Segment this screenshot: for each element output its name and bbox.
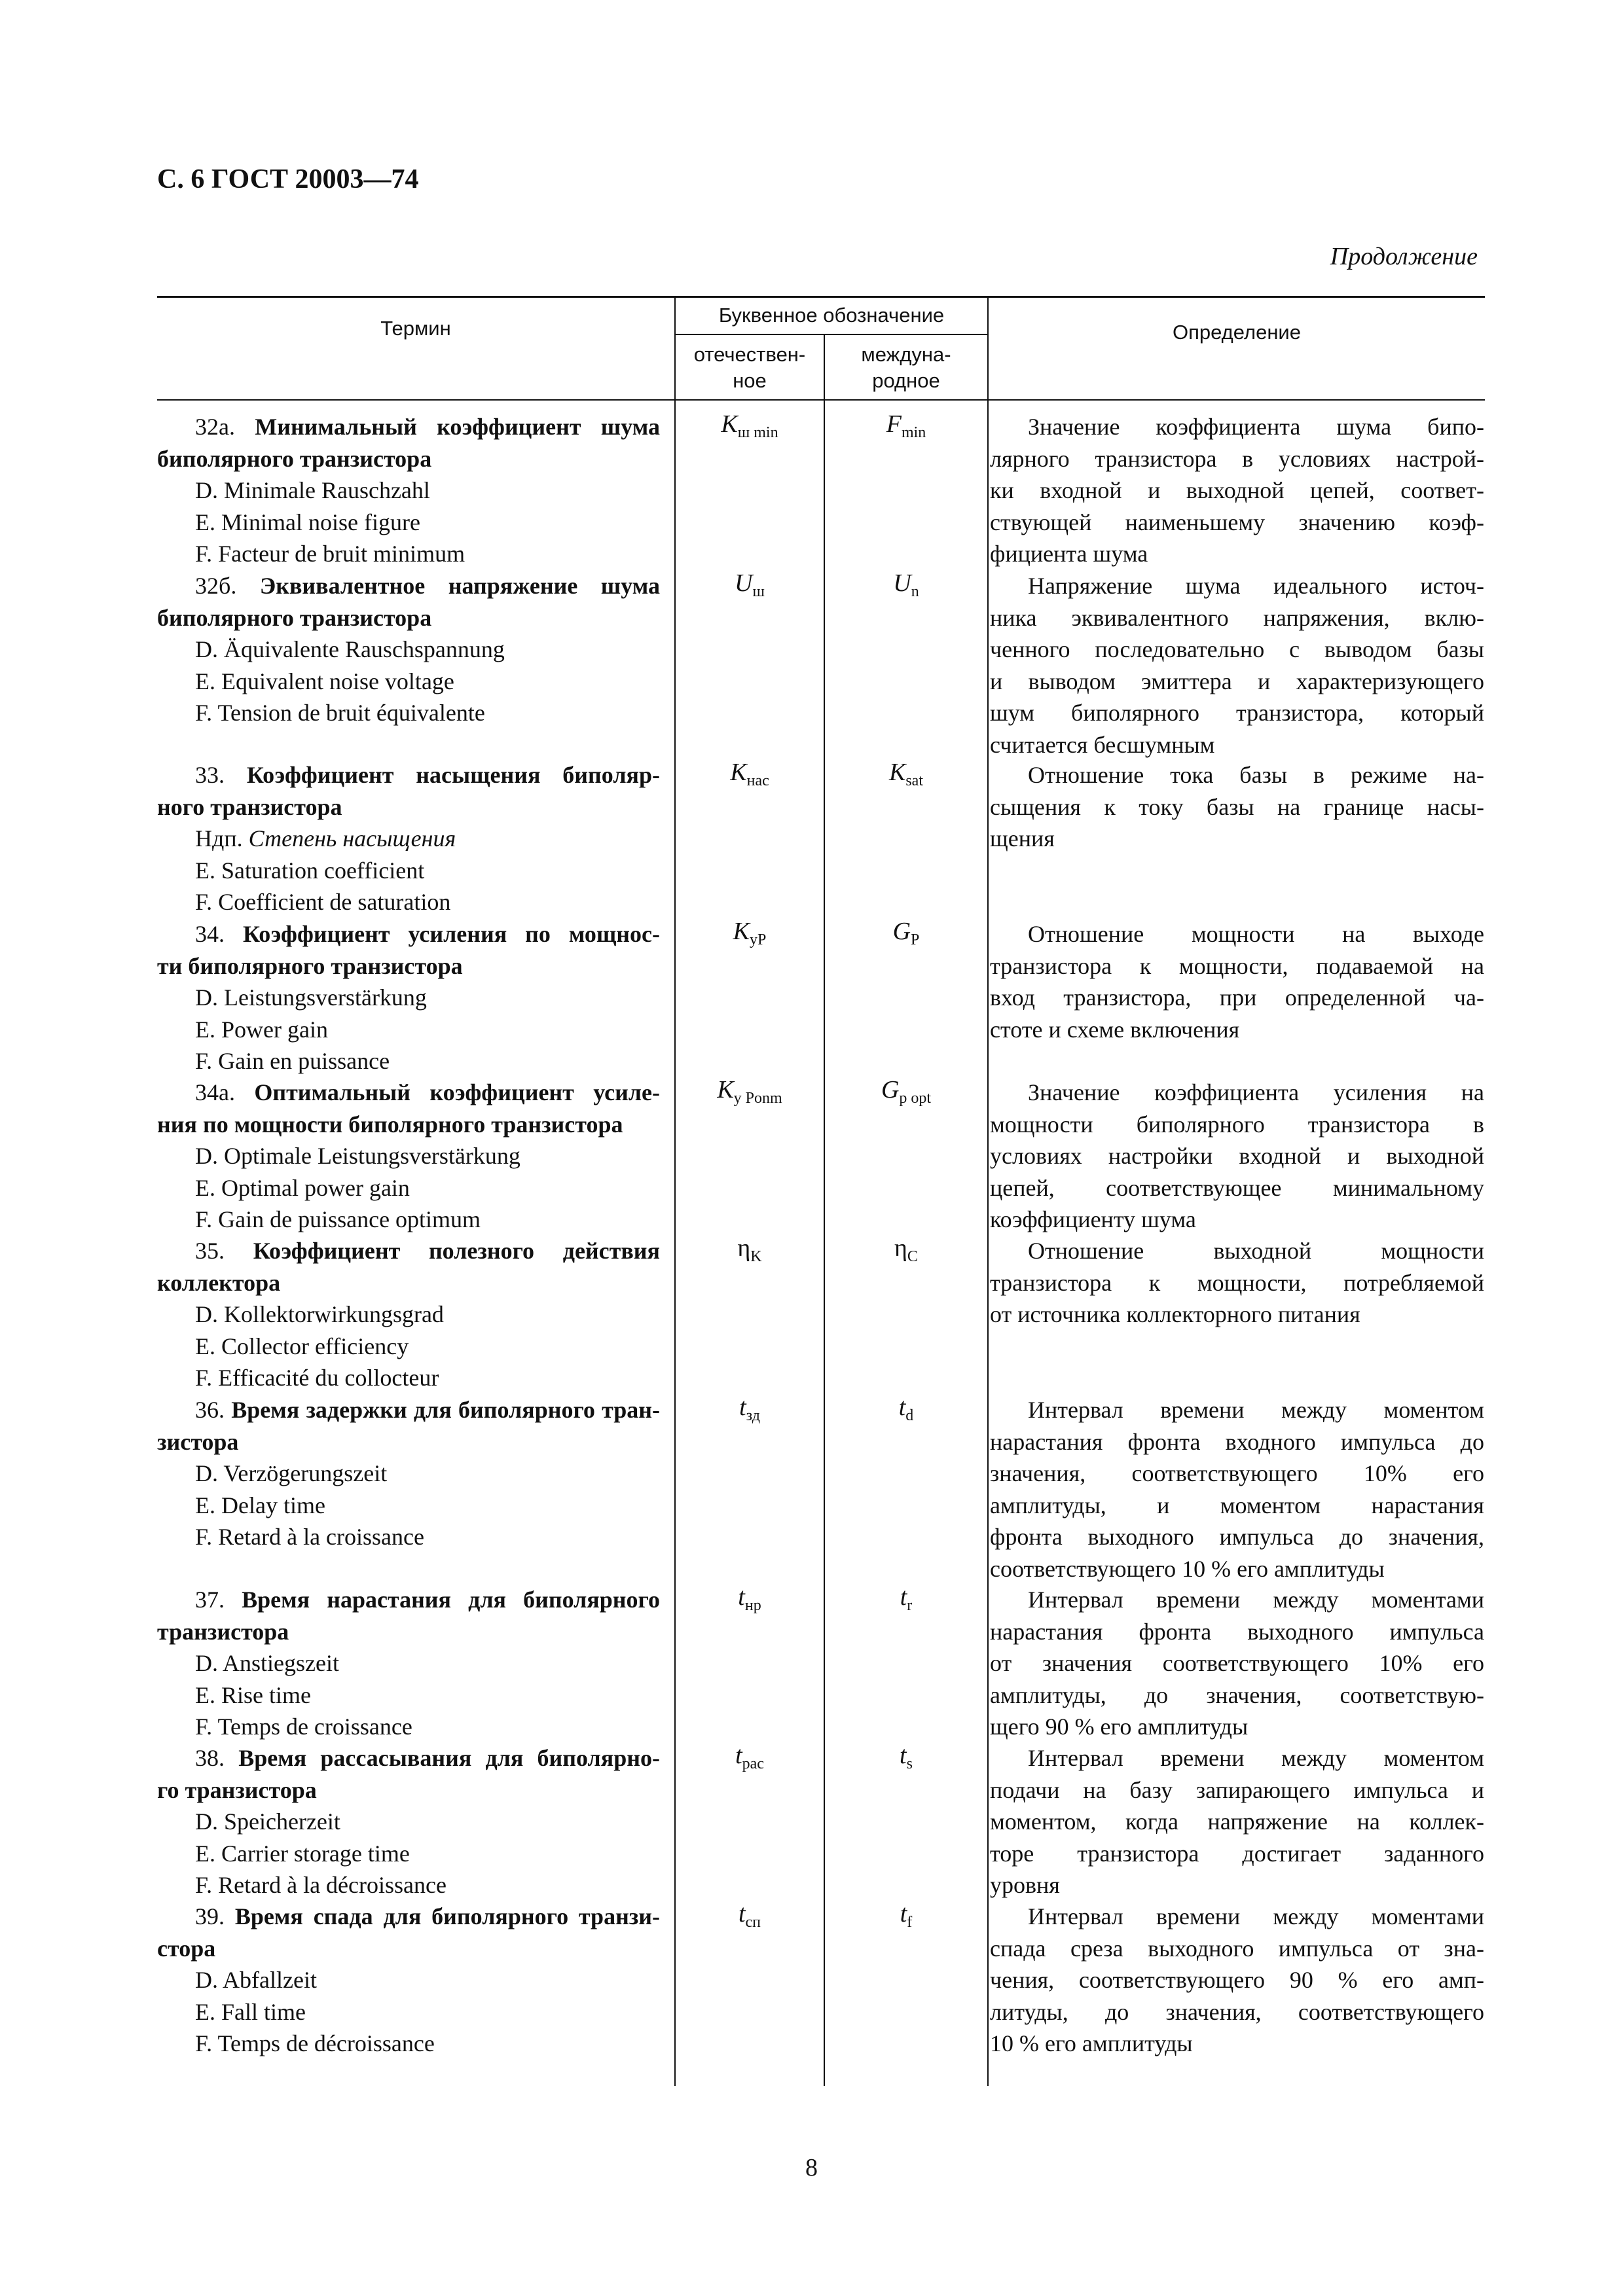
term-name: ного транзистора: [157, 793, 342, 820]
term-name-line: [157, 1267, 660, 1299]
term-translation: F. Tension de bruit équivalente: [195, 700, 485, 726]
definition-cell: [990, 759, 1484, 855]
symbol-base: U: [735, 569, 753, 597]
domestic-symbol: [676, 1741, 824, 1773]
term-translation: D. Äquivalente Rauschspannung: [195, 636, 505, 662]
term-translation: D. Optimale Leistungsverstärkung: [195, 1143, 520, 1169]
symbol-base: K: [730, 759, 747, 786]
term-name: Оптимальный коэффициент усиле-: [254, 1079, 661, 1105]
definition-line: ника эквивалентного напряжения, вклю-: [990, 604, 1484, 631]
term-translation: F. Temps de décroissance: [195, 2030, 435, 2056]
definition-line: вход транзистора, при определенной ча-: [990, 984, 1484, 1011]
term-translation: D. Kollektorwirkungsgrad: [195, 1301, 444, 1327]
definition-cell: [990, 570, 1484, 761]
definition-cell: [990, 1742, 1484, 1901]
symbol-subscript: зд: [746, 1407, 760, 1424]
term-translation: D. Leistungsverstärkung: [195, 984, 427, 1011]
term-name: стора: [157, 1935, 216, 1962]
term-name-line: [157, 602, 660, 634]
symbol-base: F: [886, 410, 902, 438]
definition-line: стоте и схеме включения: [990, 1016, 1240, 1043]
international-symbol: [825, 758, 987, 790]
international-symbol: [825, 1393, 987, 1425]
term-number: 34а.: [195, 1079, 235, 1105]
term-cell: [157, 759, 660, 918]
symbol-subscript: ш min: [737, 424, 778, 441]
symbol-base: U: [893, 569, 911, 597]
term-translation: E. Carrier storage time: [195, 1840, 410, 1867]
definition-line: шум биполярного транзистора, который: [990, 700, 1484, 726]
domestic-symbol: [676, 1899, 824, 1931]
term-cell: [157, 1077, 660, 1236]
definition-cell: [990, 1235, 1484, 1331]
international-symbol: [825, 410, 987, 442]
definition-line: Интервал времени между моментами: [1028, 1587, 1484, 1613]
term-translation: D. Minimale Rauschzahl: [195, 477, 430, 503]
definition-line: мощности биполярного транзистора в: [990, 1111, 1484, 1138]
term-translation: F. Coefficient de saturation: [195, 889, 451, 915]
international-symbol: [825, 1075, 987, 1107]
definition-line: 10 % его амплитуды: [990, 2030, 1193, 2056]
table-header-bottom-rule: [157, 399, 1485, 401]
definition-line: амплитуды, и моментом нарастания: [990, 1492, 1484, 1518]
domestic-symbol: [676, 1234, 824, 1266]
term-name-line: [157, 443, 660, 475]
term-translation: D. Abfallzeit: [195, 1967, 317, 1993]
term-translation: E. Power gain: [195, 1016, 328, 1043]
definition-line: Отношение мощности на выходе: [1028, 921, 1484, 947]
definition-line: соответствующего 10 % его амплитуды: [990, 1555, 1385, 1582]
symbol-subscript: s: [906, 1755, 913, 1772]
definition-line: Интервал времени между моментами: [1028, 1903, 1484, 1929]
definition-line: коэффициенту шума: [990, 1206, 1196, 1232]
symbol-subscript: p opt: [899, 1090, 932, 1107]
term-number: 34.: [195, 921, 225, 947]
term-translation: E. Optimal power gain: [195, 1174, 410, 1201]
definition-line: лярного транзистора в условиях настрой-: [990, 445, 1484, 472]
definition-cell: [990, 1394, 1484, 1585]
definition-cell: [990, 918, 1484, 1045]
term-name-line: [157, 411, 660, 443]
term-cell: [157, 1394, 660, 1553]
definition-line: амплитуды, до значения, соответствую-: [990, 1681, 1484, 1708]
term-translation: E. Fall time: [195, 1998, 306, 2025]
domestic-symbol: [676, 917, 824, 949]
definition-line: транзистора к мощности, потребляемой: [990, 1269, 1484, 1296]
term-name: Минимальный коэффициент шума: [255, 414, 660, 440]
symbol-base: K: [733, 918, 750, 945]
term-name-line: [157, 1077, 660, 1109]
definition-line: от значения соответствующего 10% его: [990, 1650, 1484, 1676]
symbol-base: t: [900, 1900, 907, 1928]
symbol-base: t: [900, 1583, 907, 1611]
term-cell: [157, 1584, 660, 1743]
international-symbol: [825, 1899, 987, 1931]
symbol-subscript: sat: [905, 772, 924, 789]
term-translation: F. Facteur de bruit minimum: [195, 541, 465, 567]
international-symbol: [825, 569, 987, 601]
continuation-label: Продолжение: [1330, 243, 1478, 270]
term-number: 33.: [195, 762, 225, 788]
definition-line: чения, соответствующего 90 % его амп-: [990, 1967, 1484, 1993]
symbol-subscript: d: [905, 1407, 914, 1424]
term-name-line: [157, 759, 660, 791]
term-name: биполярного транзистора: [157, 445, 432, 472]
page-number: 8: [805, 2154, 818, 2181]
definition-line: нарастания фронта входного импульса до: [990, 1428, 1484, 1455]
symbol-subscript: min: [901, 424, 926, 441]
symbol-base: t: [898, 1393, 906, 1421]
definition-line: Значение коэффициента шума бипо-: [1028, 414, 1484, 440]
definition-line: Значение коэффициента усиления на: [1028, 1079, 1484, 1105]
term-translation: D. Verzögerungszeit: [195, 1460, 388, 1486]
term-name-line: [157, 1584, 660, 1616]
symbol-base: η: [737, 1234, 751, 1262]
definition-line: уровня: [990, 1872, 1060, 1898]
domestic-symbol: [676, 1075, 824, 1107]
term-name: го транзистора: [157, 1776, 317, 1803]
symbol-subscript: K: [750, 1248, 762, 1265]
symbol-subscript: C: [907, 1248, 918, 1265]
symbol-base: t: [739, 1393, 746, 1421]
term-name-line: [157, 791, 660, 823]
term-translation: E. Rise time: [195, 1681, 311, 1708]
symbol-base: K: [717, 1076, 734, 1103]
domestic-symbol: [676, 1393, 824, 1425]
domestic-symbol: [676, 1583, 824, 1615]
symbol-base: G: [892, 918, 911, 945]
term-name: Время рассасывания для биполярно-: [238, 1745, 660, 1771]
definition-line: спада среза выходного импульса от зна-: [990, 1935, 1484, 1962]
column-header-international: междуна- родное: [861, 343, 951, 392]
term-translation: E. Minimal noise figure: [195, 509, 420, 535]
symbol-base: t: [735, 1742, 742, 1769]
international-symbol: [825, 1583, 987, 1615]
definition-line: Отношение выходной мощности: [1028, 1238, 1484, 1264]
term-number: 39.: [195, 1903, 225, 1929]
term-name: зистора: [157, 1428, 239, 1455]
term-name: Время нарастания для биполярного: [242, 1587, 660, 1613]
definition-cell: [990, 1584, 1484, 1743]
term-translation: D. Speicherzeit: [195, 1808, 340, 1835]
term-name-line: [157, 950, 660, 982]
term-name-line: [157, 918, 660, 950]
domestic-symbol: [676, 758, 824, 790]
definition-line: подачи на базу запирающего импульса и: [990, 1776, 1484, 1803]
term-translation: F. Gain en puissance: [195, 1048, 390, 1074]
symbol-subscript: нр: [744, 1597, 761, 1614]
term-translation: E. Delay time: [195, 1492, 325, 1518]
term-translation: Ндп. Степень насыщения: [195, 825, 456, 852]
term-name: ния по мощности биполярного транзистора: [157, 1111, 623, 1138]
term-translation: F. Efficacité du collocteur: [195, 1365, 439, 1391]
symbol-base: K: [888, 759, 906, 786]
term-number: 38.: [195, 1745, 225, 1771]
symbol-subscript: сп: [745, 1914, 761, 1931]
symbol-subscript: у Ponm: [733, 1090, 782, 1107]
definition-line: сыщения к току базы на границе насы-: [990, 793, 1484, 820]
term-name: биполярного транзистора: [157, 604, 432, 631]
term-cell: [157, 570, 660, 729]
term-name-line: [157, 570, 660, 602]
international-symbol: [825, 1234, 987, 1266]
symbol-base: G: [881, 1076, 900, 1103]
term-translation: F. Gain de puissance optimum: [195, 1206, 481, 1232]
symbol-base: t: [738, 1900, 746, 1928]
definition-line: Напряжение шума идеального источ-: [1028, 573, 1484, 599]
column-divider-3: [987, 296, 989, 2086]
definition-line: ствующей наименьшему значению коэф-: [990, 509, 1484, 535]
definition-line: и выводом эмиттера и характеризующего: [990, 668, 1484, 694]
term-name: коллектора: [157, 1269, 281, 1296]
symbol-subscript: ш: [752, 583, 765, 600]
term-translation: D. Anstiegszeit: [195, 1650, 339, 1676]
term-name-line: [157, 1774, 660, 1806]
term-name: Время задержки для биполярного тран-: [231, 1397, 661, 1423]
deprecated-term: Степень насыщения: [248, 825, 456, 852]
document-header: С. 6 ГОСТ 20003—74: [157, 164, 419, 194]
term-number: 36.: [195, 1397, 225, 1423]
term-name-line: [157, 1616, 660, 1648]
term-cell: [157, 1235, 660, 1394]
definition-cell: [990, 1901, 1484, 2060]
column-header-letter: Буквенное обозначение: [718, 304, 945, 327]
definition-line: литуды, до значения, соответствующего: [990, 1998, 1484, 2025]
definition-line: значения, соответствующего 10% его: [990, 1460, 1484, 1486]
term-translation: E. Saturation coefficient: [195, 857, 425, 884]
symbol-base: η: [894, 1234, 907, 1262]
term-number: 32б.: [195, 573, 237, 599]
term-name-line: [157, 1742, 660, 1774]
symbol-base: t: [738, 1583, 745, 1611]
term-translation: E. Collector efficiency: [195, 1333, 409, 1359]
term-number: 37.: [195, 1587, 225, 1613]
column-divider-1: [674, 296, 676, 2086]
term-translation: F. Retard à la décroissance: [195, 1872, 447, 1898]
definition-line: цепей, соответствующее минимальному: [990, 1174, 1484, 1201]
term-number: 32а.: [195, 414, 235, 440]
definition-line: от источника коллекторного питания: [990, 1301, 1360, 1327]
term-cell: [157, 1742, 660, 1901]
symbol-base: t: [900, 1742, 907, 1769]
symbol-subscript: уP: [750, 931, 767, 948]
domestic-symbol: [676, 410, 824, 442]
term-translation: F. Temps de croissance: [195, 1713, 412, 1740]
term-name: Коэффициент насыщения биполяр-: [246, 762, 661, 788]
column-header-domestic: отечествен- ное: [693, 343, 806, 392]
term-name-line: [157, 1109, 660, 1141]
definition-line: ки входной и выходной цепей, соответ-: [990, 477, 1484, 503]
definition-line: щения: [990, 825, 1055, 852]
symbol-subscript: f: [907, 1914, 913, 1931]
definition-line: условиях настройки входной и выходной: [990, 1143, 1484, 1169]
term-name-line: [157, 1394, 660, 1426]
term-name-line: [157, 1901, 660, 1933]
definition-line: моментом, когда напряжение на коллек-: [990, 1808, 1484, 1835]
term-cell: [157, 1901, 660, 2060]
symbol-subscript: r: [907, 1597, 913, 1614]
definition-line: считается бесшумным: [990, 731, 1215, 758]
term-number: 35.: [195, 1238, 225, 1264]
term-name: ти биполярного транзистора: [157, 952, 463, 979]
definition-line: ченного последовательно с выводом базы: [990, 636, 1484, 662]
definition-line: Отношение тока базы в режиме на-: [1028, 762, 1484, 788]
term-name: Коэффициент усиления по мощнос-: [242, 921, 660, 947]
definition-line: нарастания фронта выходного импульса: [990, 1618, 1484, 1645]
international-symbol: [825, 917, 987, 949]
term-name-line: [157, 1933, 660, 1965]
term-name: Коэффициент полезного действия: [253, 1238, 660, 1264]
definition-line: щего 90 % его амплитуды: [990, 1713, 1249, 1740]
symbol-base: K: [721, 410, 738, 438]
definition-line: торе транзистора достигает заданного: [990, 1840, 1484, 1867]
definition-line: фициента шума: [990, 541, 1148, 567]
definition-cell: [990, 1077, 1484, 1236]
international-symbol: [825, 1741, 987, 1773]
term-translation: F. Retard à la croissance: [195, 1524, 424, 1550]
term-name: Эквивалентное напряжение шума: [259, 573, 661, 599]
table-top-rule: [157, 296, 1485, 298]
symbol-subscript: рас: [742, 1755, 764, 1772]
term-name-line: [157, 1426, 660, 1458]
symbol-subscript: P: [911, 931, 920, 948]
term-name: Время спада для биполярного транзи-: [234, 1903, 661, 1929]
definition-line: Интервал времени между моментом: [1028, 1397, 1484, 1423]
symbol-subscript: n: [911, 583, 919, 600]
definition-line: Интервал времени между моментом: [1028, 1745, 1484, 1771]
column-header-term: Термин: [380, 317, 451, 340]
term-cell: [157, 918, 660, 1077]
definition-line: транзистора к мощности, подаваемой на: [990, 952, 1484, 979]
domestic-symbol: [676, 569, 824, 601]
term-translation: E. Equivalent noise voltage: [195, 668, 454, 694]
term-cell: [157, 411, 660, 570]
letter-subheader-rule: [674, 334, 989, 335]
column-header-definition: Определение: [1172, 321, 1301, 344]
definition-line: фронта выходного импульса до значения,: [990, 1524, 1484, 1550]
term-name-line: [157, 1235, 660, 1267]
term-name: транзистора: [157, 1618, 289, 1645]
definition-cell: [990, 411, 1484, 570]
symbol-subscript: нас: [746, 772, 769, 789]
